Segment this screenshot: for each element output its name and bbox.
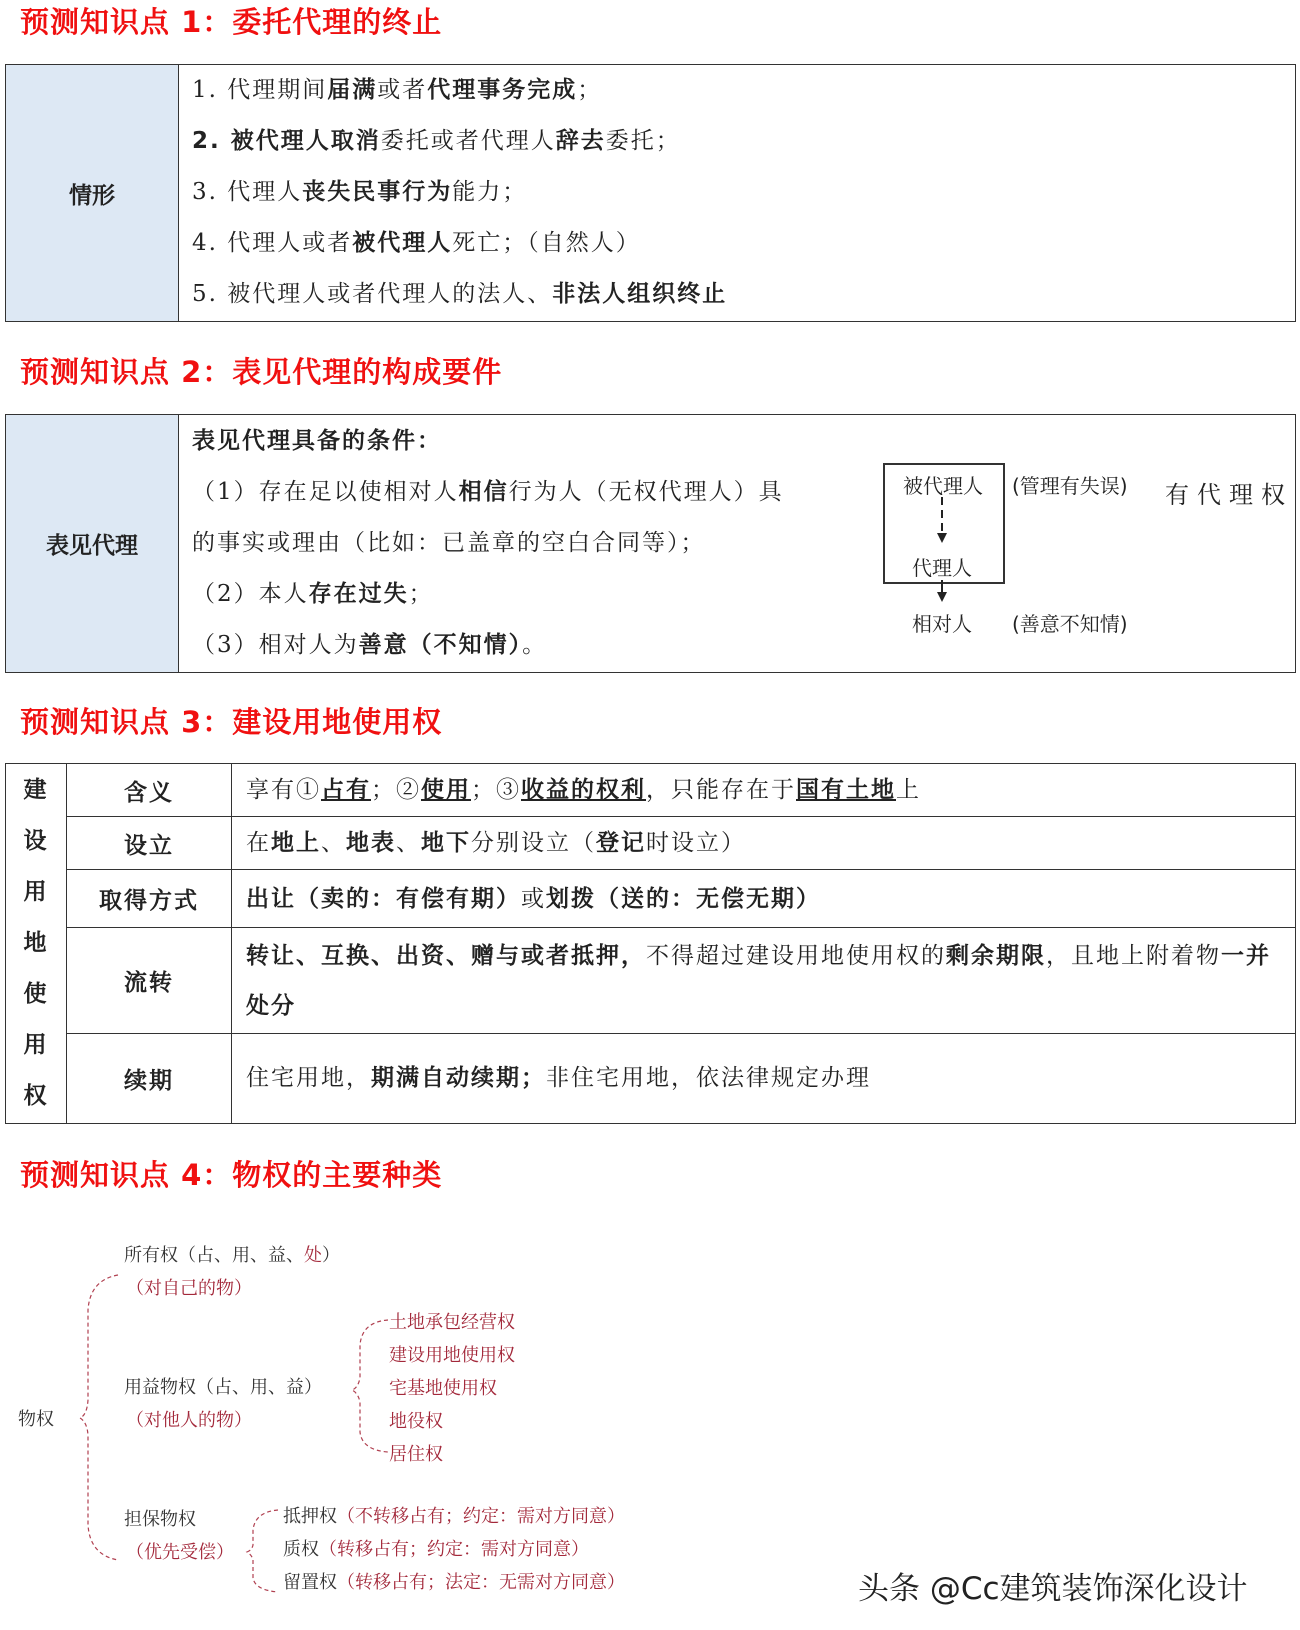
text-segment: 地下 <box>421 830 471 857</box>
text-segment: 地表 <box>346 830 396 857</box>
text-segment: ，只能存在于 <box>646 777 796 804</box>
text-segment: 非法人组织终止 <box>552 281 728 307</box>
text-segment: 存在过失 <box>308 581 409 607</box>
text-segment: 国有土地 <box>796 777 896 804</box>
text-segment: 取消 <box>330 128 381 154</box>
text-segment: 辞去 <box>555 128 606 154</box>
text-segment: 3. 代理人 <box>192 179 303 205</box>
text-segment: 、 <box>321 830 346 857</box>
text-segment: 登记 <box>596 830 646 857</box>
text-segment: 住宅用地， <box>246 1065 371 1092</box>
usufruct-item: 建设用地使用权 <box>389 1345 515 1366</box>
ownership-note: （对自己的物） <box>126 1278 252 1299</box>
text-segment: 转让、互换、出资、赠与或者抵押， <box>246 942 646 969</box>
text-segment: 非住宅用地，依法律规定办理 <box>546 1065 871 1092</box>
principal-note: (管理有失误) <box>1012 474 1128 498</box>
text-segment: 4. 代理人或者 <box>192 230 353 256</box>
text-segment: ，且地上附着物 <box>1046 942 1221 969</box>
text-segment: 享有① <box>246 777 321 804</box>
text-segment: 的事实或理由（比如：已盖章的空白合同等）； <box>192 530 706 556</box>
side-label: 建 设 用 地 使 用 权 <box>6 764 67 1124</box>
section2-title: 预测知识点 2：表见代理的构成要件 <box>20 355 503 389</box>
row-label: 设立 <box>67 817 232 870</box>
row-label: 表见代理 <box>6 415 179 673</box>
text-segment: 一并处分 <box>246 942 1271 1019</box>
watermark: 头条 @Cc建筑装饰深化设计 <box>858 1571 1248 1607</box>
text-segment: ；② <box>371 777 421 804</box>
text-segment: 委托或者代理人 <box>380 128 556 154</box>
text-segment: 届满 <box>327 77 378 103</box>
usufruct-item: 宅基地使用权 <box>389 1378 497 1399</box>
text-segment: ；③ <box>471 777 521 804</box>
row-label: 流转 <box>67 928 232 1033</box>
security-note: （优先受偿） <box>126 1542 234 1563</box>
text-segment: （2）本人 <box>192 581 309 607</box>
security-item: 留置权（转移占有；法定：无需对方同意） <box>283 1572 625 1593</box>
text-segment: 行为人（无权代理人）具 <box>508 479 784 505</box>
usufruct-item: 地役权 <box>389 1411 443 1432</box>
text-segment: 被代理人 <box>352 230 453 256</box>
text-segment: 相信 <box>458 479 509 505</box>
text-segment: 、 <box>396 830 421 857</box>
row-label: 取得方式 <box>67 870 232 928</box>
counterparty-note: (善意不知情) <box>1012 612 1128 636</box>
text-segment: 期满自动续期； <box>371 1065 546 1092</box>
row-label: 含义 <box>67 764 232 817</box>
agent-label: 代理人 <box>912 556 972 580</box>
text-segment: 划拨（送的：无偿无期） <box>546 885 821 912</box>
row-label: 情形 <box>6 65 179 322</box>
text-segment: 5. 被代理人或者代理人的法人、 <box>192 281 553 307</box>
text-segment: 出让（卖的：有偿有期） <box>246 885 521 912</box>
text-segment: 收益的权利 <box>521 777 646 804</box>
text-segment: 使用 <box>421 777 471 804</box>
text-segment: 。 <box>522 632 548 658</box>
text-segment: 或者 <box>377 77 428 103</box>
text-segment: 1. 代理期间 <box>192 77 328 103</box>
principal-label: 被代理人 <box>903 474 983 498</box>
section4-title: 预测知识点 4：物权的主要种类 <box>20 1158 443 1192</box>
text-segment: 占有 <box>321 777 371 804</box>
text-segment: 地上 <box>271 830 321 857</box>
text-segment: （3）相对人为 <box>192 632 359 658</box>
text-segment: 委托； <box>605 128 681 154</box>
text-segment: （1）存在足以使相对人 <box>192 479 459 505</box>
root-label: 物权 <box>18 1409 54 1430</box>
text-segment: 丧失民事行为 <box>302 179 453 205</box>
section1-title: 预测知识点 1：委托代理的终止 <box>20 5 443 39</box>
text-segment: 善意（不知情） <box>358 632 523 658</box>
security-item: 质权（转移占有；约定：需对方同意） <box>283 1539 589 1560</box>
text-segment: ； <box>577 77 603 103</box>
text-segment: 表见代理具备的条件： <box>192 428 442 454</box>
text-segment: ； <box>408 581 434 607</box>
section3-title: 预测知识点 3：建设用地使用权 <box>20 705 443 739</box>
text-segment: 剩余期限 <box>946 942 1046 969</box>
text-segment: 2. 被代理人 <box>192 128 331 154</box>
text-segment: 能力； <box>452 179 528 205</box>
security-label: 担保物权 <box>124 1509 196 1530</box>
text-segment: 上 <box>896 777 921 804</box>
row-label: 续期 <box>67 1033 232 1123</box>
usufruct-item: 土地承包经营权 <box>389 1312 515 1333</box>
text-segment: 死亡；（自然人） <box>452 230 641 256</box>
usufruct-label: 用益物权（占、用、益） <box>124 1377 322 1398</box>
text-segment: 不得超过建设用地使用权的 <box>646 942 946 969</box>
text-segment: 在 <box>246 830 271 857</box>
text-segment: 代理事务完成 <box>427 77 578 103</box>
ownership-label: 所有权（占、用、益、处） <box>124 1245 340 1266</box>
text-segment: 时设立） <box>646 830 746 857</box>
text-segment: 分别设立（ <box>471 830 596 857</box>
usufruct-note: （对他人的物） <box>126 1410 252 1431</box>
counterparty-label: 相对人 <box>912 612 972 636</box>
usufruct-item: 居住权 <box>389 1444 443 1465</box>
conclusion-label: 有代理权 <box>1165 481 1293 509</box>
security-item: 抵押权（不转移占有；约定：需对方同意） <box>283 1506 625 1527</box>
text-segment: 或 <box>521 885 546 912</box>
